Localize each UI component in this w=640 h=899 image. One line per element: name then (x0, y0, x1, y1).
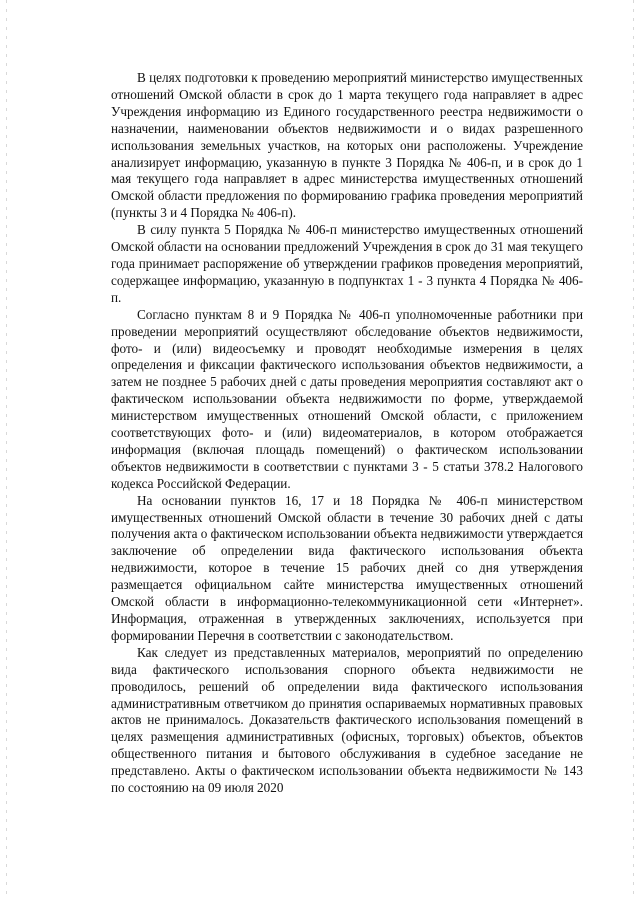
paragraph-inspection: Согласно пунктам 8 и 9 Порядка № 406-п уполномоченные работники при проведении мероприятий осуществляют обследование объектов недвижимости, фото- и (или) видеосъемку и проводят необходимые измерения в целях определения и фиксации фактического использования объектов недвижимости, а затем не позднее 5 рабочих дней с даты проведения мероприятия составляют акт о фактическом использовании объекта недвижимости по форме, утверждаемой министерством имущественных отношений Омской области, с приложением соответствующих фото- и (или) видеоматериалов, в котором отображается информация (включая площадь помещений) о фактическом использовании объектов недвижимости в соответствии с пунктами 3 - 5 статьи 378.2 Налогового кодекса Российской Федерации. (111, 306, 583, 491)
paragraph-preparation: В целях подготовки к проведению мероприятий министерство имущественных отношений Омской области в срок до 1 марта текущего года направляет в адрес Учреждения информацию из Единого государственного реестра недвижимости о назначении, наименовании объектов недвижимости и о видах разрешенного использования земельных участков, на которых они расположены. Учреждение анализирует информацию, указанную в пункте 3 Порядка № 406-п, и в срок до 1 мая текущего года направляет в адрес министерства имущественных отношений Омской области предложения по формированию графика проведения мероприятий (пункты 3 и 4 Порядка № 406-п). (111, 70, 583, 221)
paragraph-conclusion: На основании пунктов 16, 17 и 18 Порядка № 406-п министерством имущественных отношений Омской области в течение 30 рабочих дней с даты получения акта о фактическом использовании объекта недвижимости утверждается заключение об определении вида фактического использования объекта недвижимости, которое в течение 15 рабочих дней со дня утверждения размещается официальном сайте министерства имущественных отношений Омской области в информационно-телекоммуникационной сети «Интернет». Информация, отраженная в утвержденных заключениях, используется при формировании Перечня в соответствии с законодательством. (111, 492, 584, 643)
paragraph-schedule: В силу пункта 5 Порядка № 406-п министерство имущественных отношений Омской области на основании предложений Учреждения в срок до 31 мая текущего года принимает распоряжение об утверждении графиков проведения мероприятий, содержащее информацию, указанную в подпунктах 1 - 3 пункта 4 Порядка № 406-п. (111, 222, 583, 305)
scan-edge-right (633, 0, 634, 899)
document-body (111, 70, 583, 797)
scan-edge-left (6, 0, 7, 899)
paragraph-findings: Как следует из представленных материалов, мероприятий по определению вида фактического использования спорного объекта недвижимости не проводилось, решений об определении вида фактического использования административным ответчиком до принятия оспариваемых нормативных правовых актов не принималось. Доказательств фактического использования помещений в целях размещения административных (офисных, торговых) объектов, объектов общественного питания и бытового обслуживания в судебное заседание не представлено. Акты о фактическом использовании объекта недвижимости № 143 по состоянию на 09 июля 2020 (111, 644, 583, 796)
